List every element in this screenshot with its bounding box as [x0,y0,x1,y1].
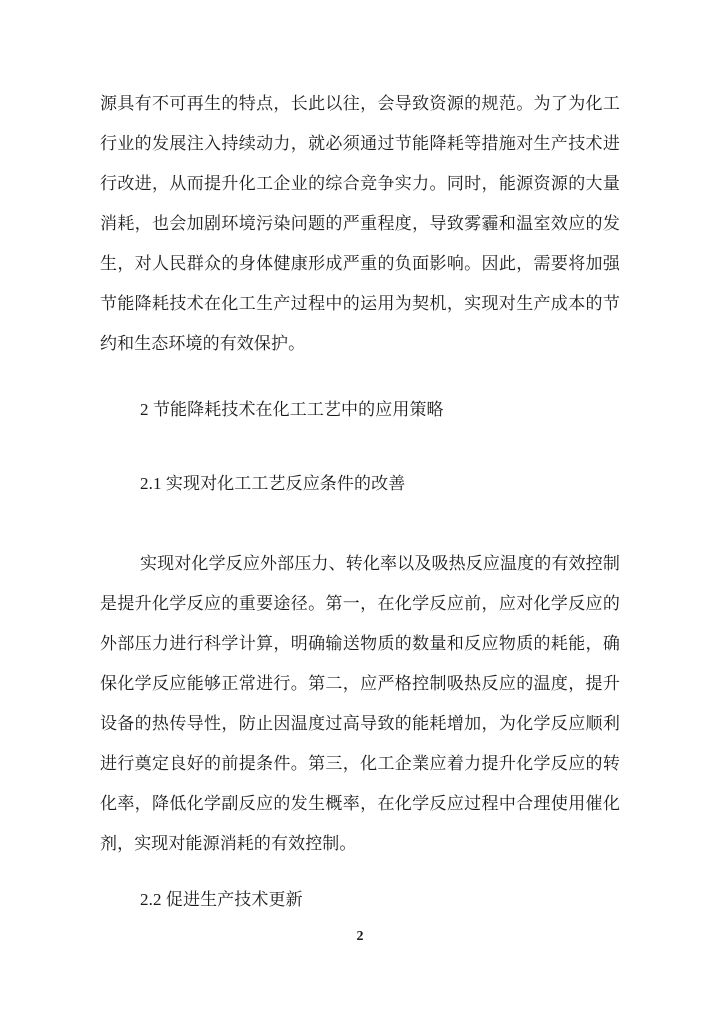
page-content [100,84,620,920]
subsection-heading-2-1: 2.1 实现对化工工艺反应条件的改善 [140,474,406,493]
page-number: 2 [356,929,364,944]
subsection-heading-2-2: 2.2 促进生产技术更新 [140,890,303,909]
body-paragraph-continuation: 源具有不可再生的特点，长此以往，会导致资源的规范。为了为化工行业的发展注入持续动力，就必须通过节能降耗等措施对生产技术进行改进，从而提升化工企业的综合竞争实力。同时，能源资源的大量消耗，也会加剧环境污染问题的严重程度，导致雾霾和温室效应的发生，对人民群众的身体健康形成严重的负面影响。因此，需要将加强节能降耗技术在化工生产过程中的运用为契机，实现对生产成本的节约和生态环境的有效保护。 [100,94,620,353]
section-heading-2: 2 节能降耗技术在化工工艺中的应用策略 [140,400,444,419]
body-paragraph: 实现对化学反应外部压力、转化率以及吸热反应温度的有效控制是提升化学反应的重要途径。第一，在化学反应前，应对化学反应的外部压力进行科学计算，明确输送物质的数量和反应物质的耗能，确保化学反应能够正常进行。第二，应严格控制吸热反应的温度，提升设备的热传导性，防止因温度过高导致的能耗增加，为化学反应顺利进行奠定良好的前提条件。第三，化工企業应着力提升化学反应的转化率，降低化学副反应的发生概率，在化学反应过程中合理使用催化剂，实现对能源消耗的有效控制。 [100,554,620,853]
